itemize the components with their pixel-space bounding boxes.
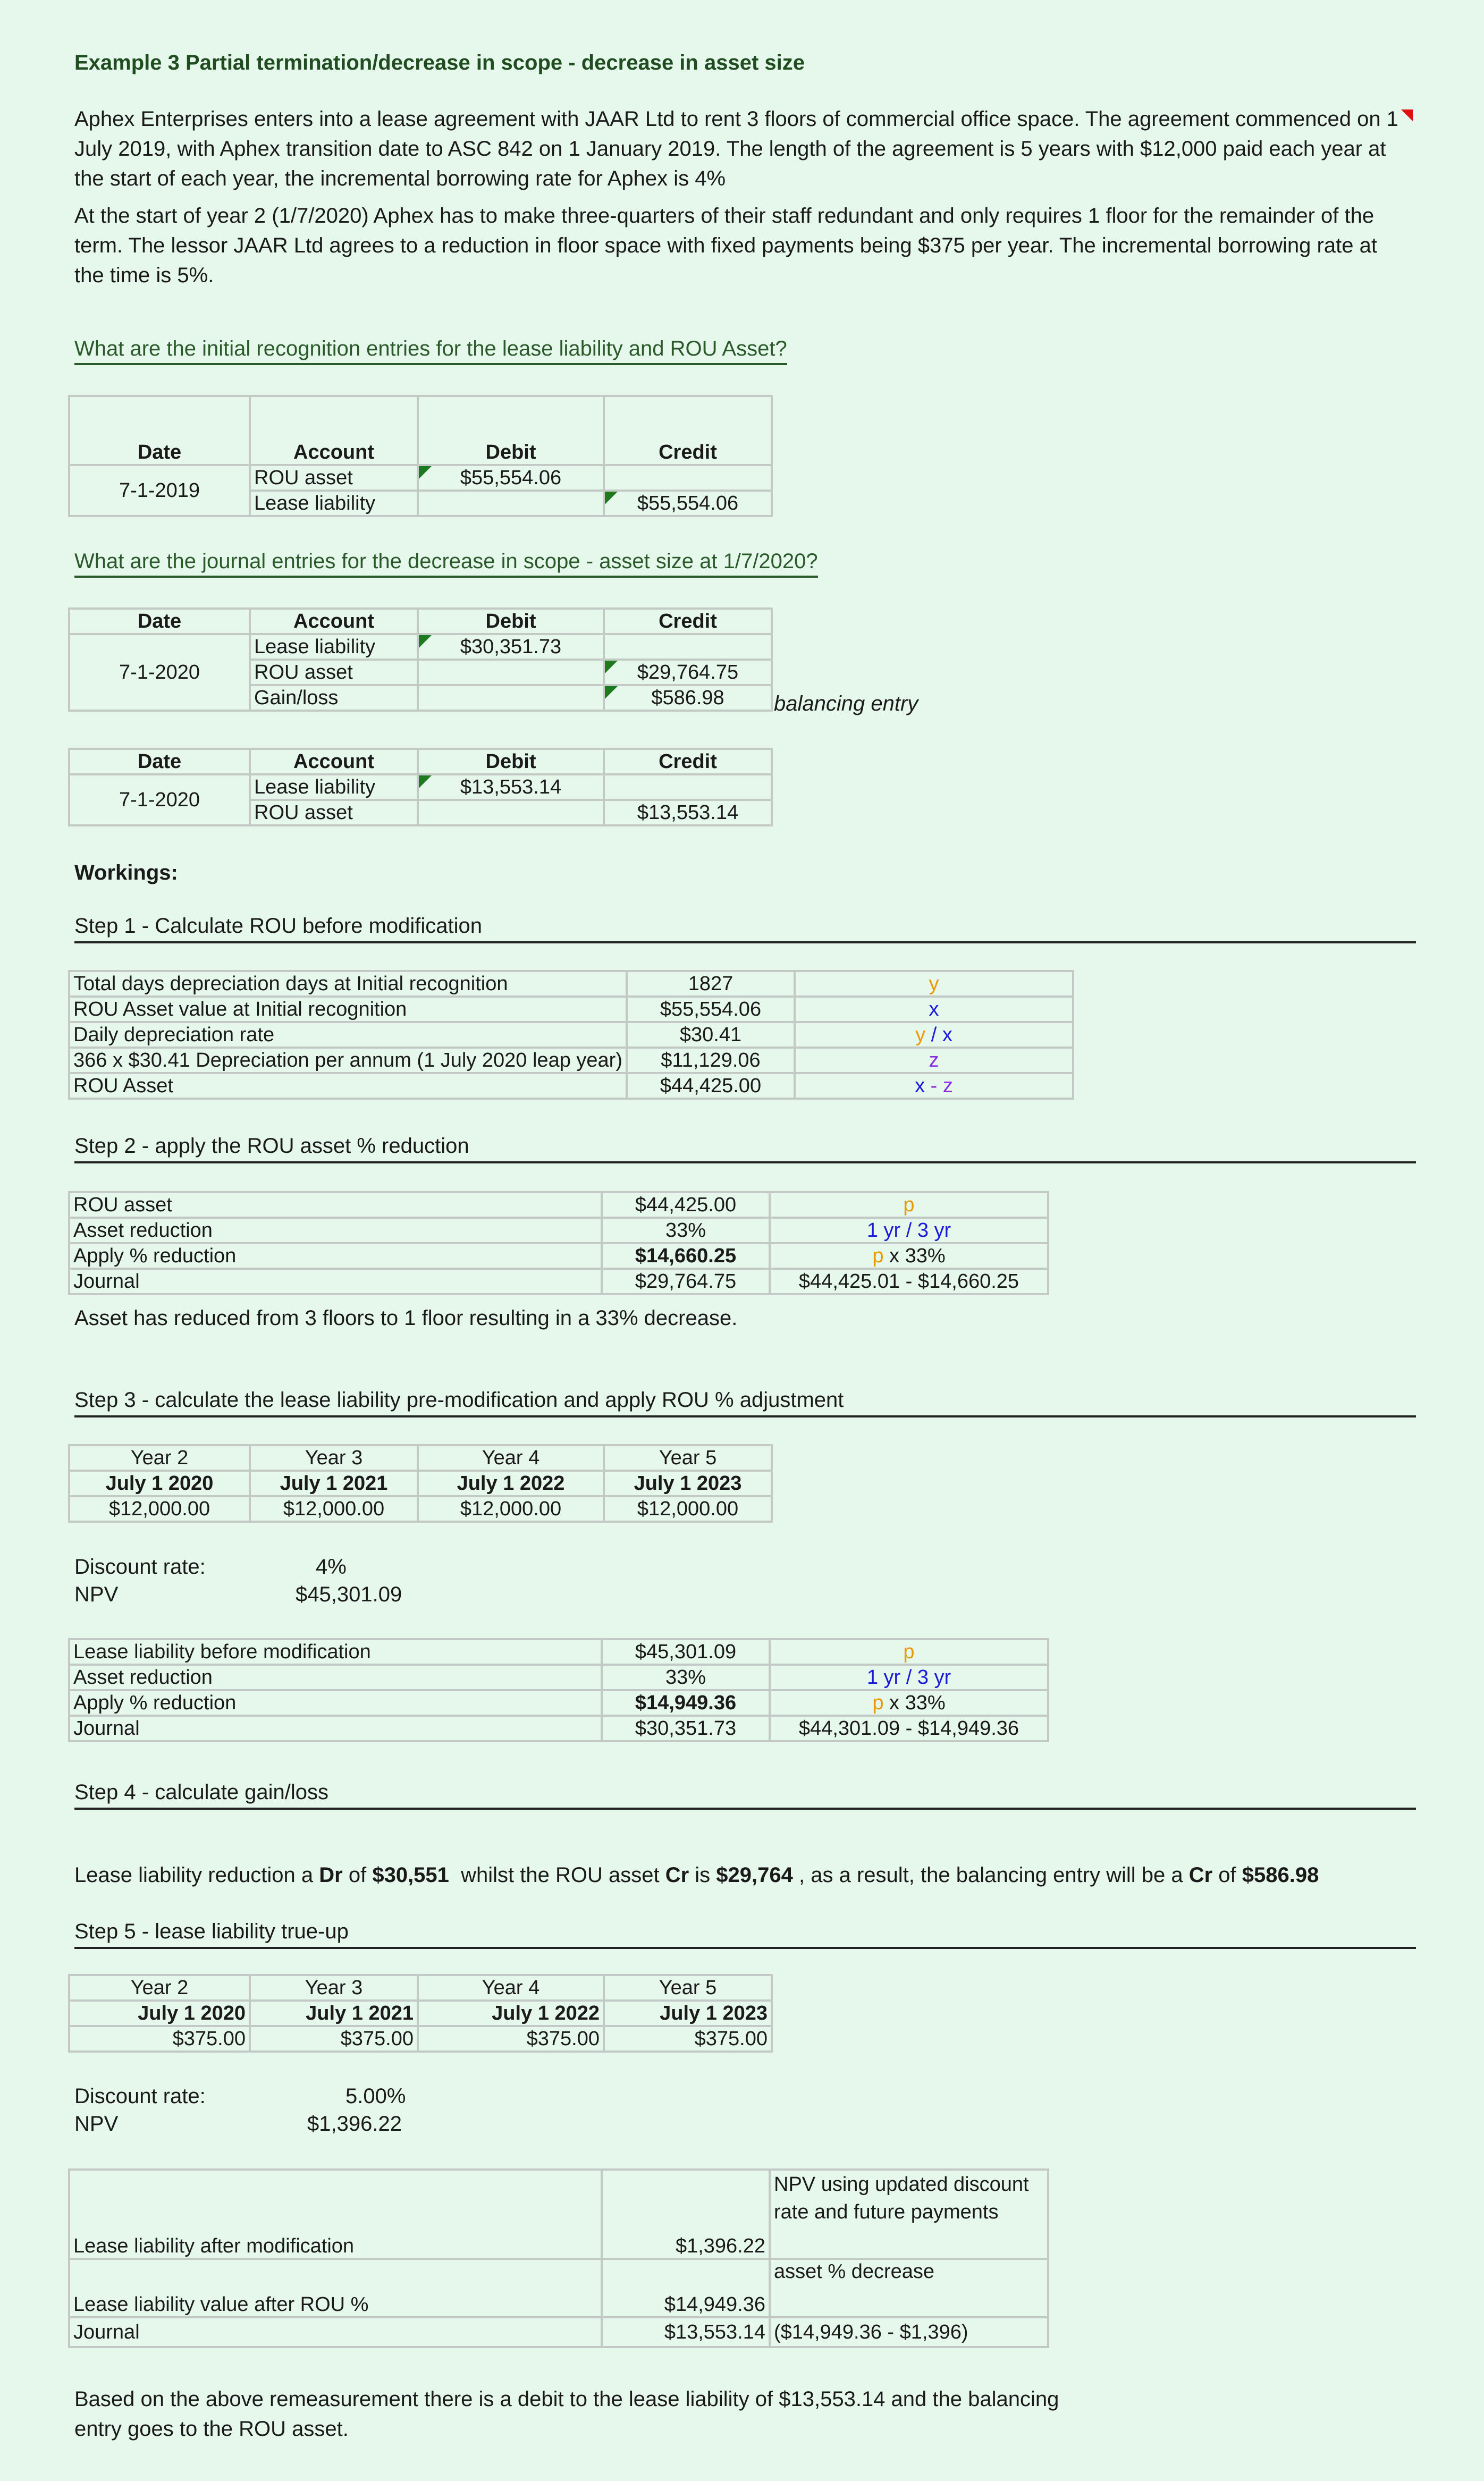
row-note: asset % decrease bbox=[770, 2259, 1048, 2317]
row-note: p bbox=[770, 1639, 1048, 1665]
date-header: July 1 2021 bbox=[250, 1471, 418, 1496]
conclusion-text: Based on the above remeasurement there is a debit to the lease liability of $13,553.14 and the balancing entry goes to the ROU asset. bbox=[74, 2387, 1059, 2441]
year-header: Year 5 bbox=[604, 1445, 772, 1471]
debit-cell: $13,553.14 bbox=[418, 774, 604, 800]
row-value: $11,129.06 bbox=[627, 1048, 795, 1073]
row-note: $44,425.01 - $14,660.25 bbox=[770, 1269, 1048, 1294]
step2-title: Step 2 - apply the ROU asset % reduction bbox=[74, 1134, 1416, 1163]
year-header: Year 3 bbox=[250, 1975, 418, 2001]
row-label: Asset reduction bbox=[69, 1665, 602, 1690]
credit-cell: $13,553.14 bbox=[604, 800, 772, 825]
row-label: ROU Asset value at Initial recognition bbox=[69, 997, 627, 1022]
row-label: Apply % reduction bbox=[69, 1243, 602, 1269]
row-label: Lease liability before modification bbox=[69, 1639, 602, 1665]
entry-date: 7-1-2020 bbox=[69, 774, 250, 825]
row-value: 33% bbox=[602, 1218, 770, 1243]
payment-cell: $12,000.00 bbox=[250, 1496, 418, 1522]
row-label: Journal bbox=[69, 1716, 602, 1741]
row-value: 33% bbox=[602, 1665, 770, 1690]
account-cell: ROU asset bbox=[250, 660, 418, 685]
trueup-journal-table bbox=[68, 748, 773, 826]
row-note: p x 33% bbox=[770, 1243, 1048, 1269]
row-value: 1827 bbox=[627, 971, 795, 997]
year-header: Year 2 bbox=[69, 1975, 250, 2001]
row-label: ROU Asset bbox=[69, 1073, 627, 1099]
date-header: July 1 2023 bbox=[604, 1471, 772, 1496]
credit-cell bbox=[604, 774, 772, 800]
row-note: x bbox=[795, 997, 1073, 1022]
step3-discount-value: 4% bbox=[316, 1555, 347, 1579]
year-header: Year 4 bbox=[418, 1975, 604, 2001]
row-label: Apply % reduction bbox=[69, 1690, 602, 1716]
debit-cell: $55,554.06 bbox=[418, 465, 604, 491]
row-label: Total days depreciation days at Initial recognition bbox=[69, 971, 627, 997]
row-note: p x 33% bbox=[770, 1690, 1048, 1716]
credit-cell: $586.98 bbox=[604, 685, 772, 711]
row-label: Lease liability after modification bbox=[69, 2170, 602, 2259]
year-header: Year 3 bbox=[250, 1445, 418, 1471]
header-debit: Debit bbox=[418, 396, 604, 465]
credit-cell bbox=[604, 465, 772, 491]
row-label: ROU asset bbox=[69, 1192, 602, 1218]
entry-date: 7-1-2020 bbox=[69, 634, 250, 711]
credit-cell: $29,764.75 bbox=[604, 660, 772, 685]
header-account: Account bbox=[250, 749, 418, 774]
step5-npv-label: NPV bbox=[74, 2112, 119, 2136]
step5-title: Step 5 - lease liability true-up bbox=[74, 1920, 1416, 1949]
debit-cell bbox=[418, 800, 604, 825]
step5-payments-table bbox=[68, 1974, 773, 2053]
step4-explanation: Lease liability reduction a Dr of $30,551 whilst the ROU asset Cr is $29,764 , as a result, the balancing entry will be a Cr of $586.98 bbox=[74, 1863, 1319, 1887]
comment-marker[interactable] bbox=[1401, 109, 1413, 121]
header-debit: Debit bbox=[418, 749, 604, 774]
step2-footnote: Asset has reduced from 3 floors to 1 floor resulting in a 33% decrease. bbox=[74, 1306, 738, 1330]
row-value: $14,949.36 bbox=[602, 1690, 770, 1716]
debit-cell: $30,351.73 bbox=[418, 634, 604, 660]
payment-cell: $12,000.00 bbox=[69, 1496, 250, 1522]
payment-cell: $375.00 bbox=[418, 2026, 604, 2052]
row-label: 366 x $30.41 Depreciation per annum (1 July 2020 leap year) bbox=[69, 1048, 627, 1073]
year-header: Year 5 bbox=[604, 1975, 772, 2001]
header-credit: Credit bbox=[604, 609, 772, 634]
header-debit: Debit bbox=[418, 609, 604, 634]
question-initial-recognition: What are the initial recognition entries for the lease liability and ROU Asset? bbox=[74, 337, 787, 365]
account-cell: Lease liability bbox=[250, 634, 418, 660]
row-value: $44,425.00 bbox=[627, 1073, 795, 1099]
header-account: Account bbox=[250, 396, 418, 465]
row-value: $45,301.09 bbox=[602, 1639, 770, 1665]
step5-discount-label: Discount rate: bbox=[74, 2085, 206, 2108]
row-value: $55,554.06 bbox=[627, 997, 795, 1022]
row-value: $13,553.14 bbox=[602, 2317, 770, 2347]
step3-discount-label: Discount rate: bbox=[74, 1555, 206, 1579]
row-note: NPV using updated discount rate and future payments bbox=[770, 2170, 1048, 2259]
payment-cell: $375.00 bbox=[69, 2026, 250, 2052]
header-credit: Credit bbox=[604, 396, 772, 465]
account-cell: ROU asset bbox=[250, 800, 418, 825]
row-note: p bbox=[770, 1192, 1048, 1218]
year-header: Year 2 bbox=[69, 1445, 250, 1471]
row-note: 1 yr / 3 yr bbox=[770, 1218, 1048, 1243]
debit-cell bbox=[418, 685, 604, 711]
row-label: Journal bbox=[69, 1269, 602, 1294]
question-decrease-scope: What are the journal entries for the decrease in scope - asset size at 1/7/2020? bbox=[74, 550, 818, 578]
debit-cell bbox=[418, 491, 604, 516]
step4-title: Step 4 - calculate gain/loss bbox=[74, 1780, 1416, 1810]
credit-cell: $55,554.06 bbox=[604, 491, 772, 516]
row-note: z bbox=[795, 1048, 1073, 1073]
year-header: Year 4 bbox=[418, 1445, 604, 1471]
step3-adjustment-table bbox=[68, 1638, 1049, 1742]
account-cell: Gain/loss bbox=[250, 685, 418, 711]
step3-title: Step 3 - calculate the lease liability pre-modification and apply ROU % adjustment bbox=[74, 1388, 1416, 1417]
header-date: Date bbox=[69, 609, 250, 634]
row-note: 1 yr / 3 yr bbox=[770, 1665, 1048, 1690]
initial-recognition-table bbox=[68, 395, 773, 517]
step3-npv-value: $45,301.09 bbox=[296, 1583, 402, 1606]
step3-npv-label: NPV bbox=[74, 1583, 119, 1606]
date-header: July 1 2023 bbox=[604, 2001, 772, 2026]
intro-paragraph-1: Aphex Enterprises enters into a lease agreement with JAAR Ltd to rent 3 floors of commercial office space. The agreement commenced on 1 July 2019, with Aphex transition date to ASC 842 on 1 January 2019. The length of the agreement is 5 years with $12,000 paid each year at the start of each year, the incremental borrowing rate for Aphex is 4% bbox=[74, 107, 1398, 190]
entry-date: 7-1-2019 bbox=[69, 465, 250, 516]
payment-cell: $375.00 bbox=[604, 2026, 772, 2052]
step5-trueup-table bbox=[68, 2168, 1049, 2348]
debit-cell bbox=[418, 660, 604, 685]
payment-cell: $375.00 bbox=[250, 2026, 418, 2052]
date-header: July 1 2020 bbox=[69, 2001, 250, 2026]
row-label: Daily depreciation rate bbox=[69, 1022, 627, 1048]
row-note: x - z bbox=[795, 1073, 1073, 1099]
row-note: $44,301.09 - $14,949.36 bbox=[770, 1716, 1048, 1741]
header-credit: Credit bbox=[604, 749, 772, 774]
row-value: $14,660.25 bbox=[602, 1243, 770, 1269]
date-header: July 1 2022 bbox=[418, 2001, 604, 2026]
row-value: $14,949.36 bbox=[602, 2259, 770, 2317]
step5-discount-value: 5.00% bbox=[345, 2085, 406, 2108]
page-title: Example 3 Partial termination/decrease in scope - decrease in asset size bbox=[74, 51, 805, 74]
header-date: Date bbox=[69, 749, 250, 774]
row-label: Lease liability value after ROU % bbox=[69, 2259, 602, 2317]
step2-table bbox=[68, 1191, 1049, 1295]
row-note: y bbox=[795, 971, 1073, 997]
header-account: Account bbox=[250, 609, 418, 634]
balancing-entry-note: balancing entry bbox=[774, 692, 918, 715]
payment-cell: $12,000.00 bbox=[604, 1496, 772, 1522]
row-label: Asset reduction bbox=[69, 1218, 602, 1243]
row-label: Journal bbox=[69, 2317, 602, 2347]
row-value: $29,764.75 bbox=[602, 1269, 770, 1294]
row-value: $30,351.73 bbox=[602, 1716, 770, 1741]
date-header: July 1 2021 bbox=[250, 2001, 418, 2026]
workings-heading: Workings: bbox=[74, 861, 178, 884]
account-cell: ROU asset bbox=[250, 465, 418, 491]
header-date: Date bbox=[69, 396, 250, 465]
intro-paragraph-2: At the start of year 2 (1/7/2020) Aphex has to make three-quarters of their staff redundant and only requires 1 floor for the remainder of the term. The lessor JAAR Ltd agrees to a reduction in floor space with fixed payments being $375 per year. The incremental borrowing rate at the time is 5%. bbox=[74, 204, 1377, 287]
row-value: $30.41 bbox=[627, 1022, 795, 1048]
account-cell: Lease liability bbox=[250, 491, 418, 516]
row-note: y / x bbox=[795, 1022, 1073, 1048]
date-header: July 1 2020 bbox=[69, 1471, 250, 1496]
row-note: ($14,949.36 - $1,396) bbox=[770, 2317, 1048, 2347]
decrease-journal-table bbox=[68, 607, 773, 712]
row-value: $1,396.22 bbox=[602, 2170, 770, 2259]
step1-title: Step 1 - Calculate ROU before modification bbox=[74, 914, 1416, 943]
credit-cell bbox=[604, 634, 772, 660]
step1-table bbox=[68, 970, 1074, 1100]
account-cell: Lease liability bbox=[250, 774, 418, 800]
row-value: $44,425.00 bbox=[602, 1192, 770, 1218]
step5-npv-value: $1,396.22 bbox=[307, 2112, 402, 2136]
step3-payments-table bbox=[68, 1444, 773, 1523]
date-header: July 1 2022 bbox=[418, 1471, 604, 1496]
payment-cell: $12,000.00 bbox=[418, 1496, 604, 1522]
